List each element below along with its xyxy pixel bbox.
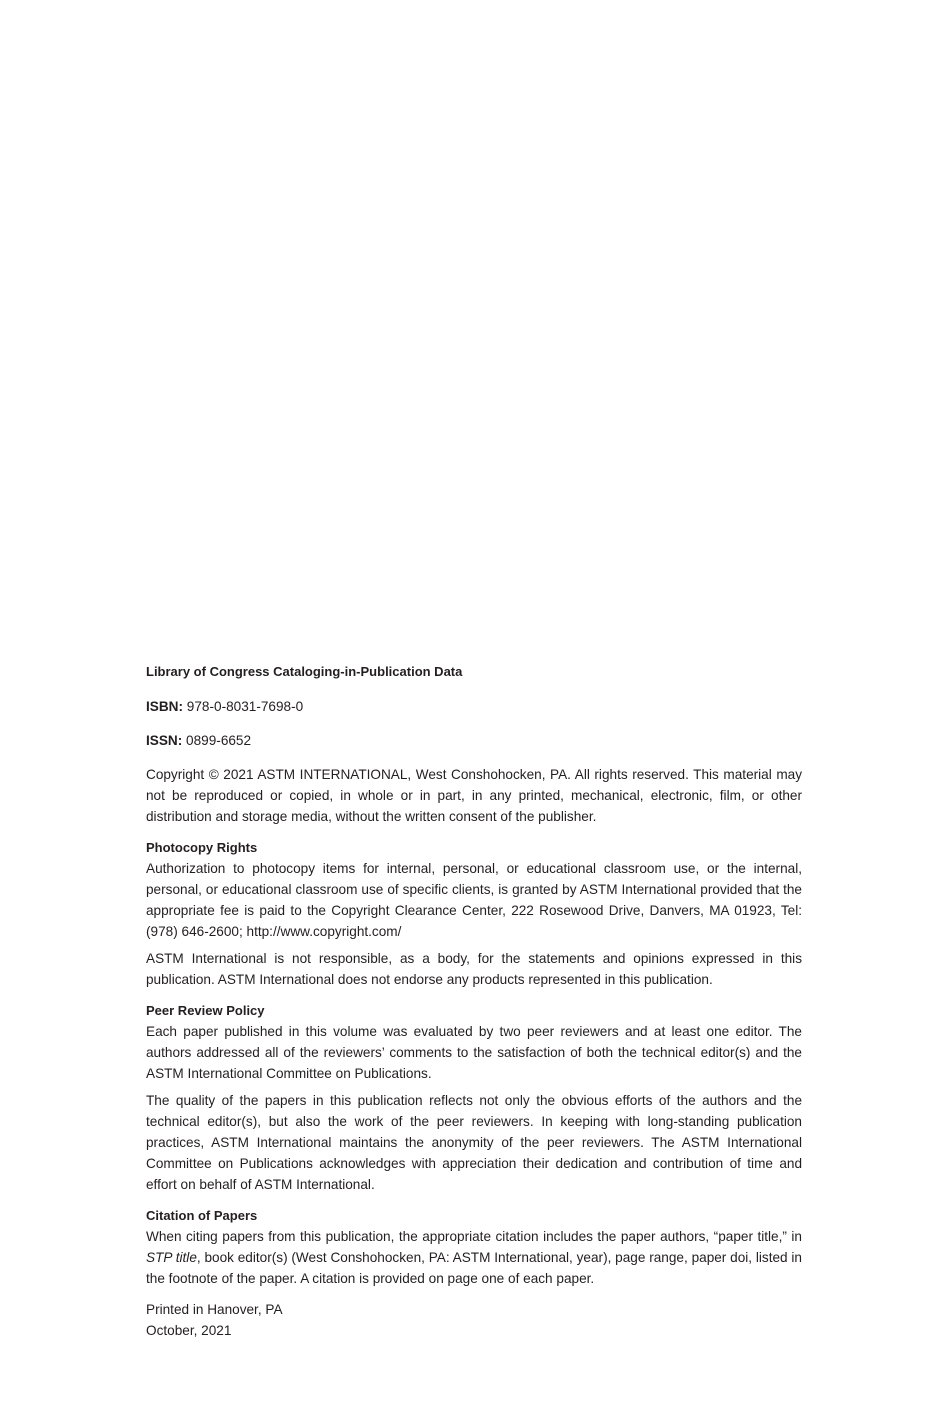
photocopy-rights-heading: Photocopy Rights	[146, 840, 258, 855]
printed-date: October, 2021	[146, 1323, 232, 1338]
citation-stp-title: STP title	[146, 1250, 197, 1265]
peer-review-paragraph-2: The quality of the papers in this publication reflects not only the obvious efforts of the authors and the technical editor(s), but also the work of the peer reviewers. In keeping with long-standing publication practices, ASTM International maintains the anonymity of the peer reviewers. The ASTM International Committee on Publications acknowledges with appreciation their dedication and contribution of time and effort on behalf of ASTM International.	[146, 1093, 802, 1192]
copyright-page	[146, 661, 802, 1341]
issn-label: ISSN:	[146, 733, 183, 748]
printed-place: Printed in Hanover, PA	[146, 1302, 283, 1317]
issn-value: 0899-6652	[186, 733, 252, 748]
photocopy-rights-paragraph: Authorization to photocopy items for internal, personal, or educational classroom use, or the internal, personal, or educational classroom use of specific clients, is granted by ASTM International provided that the appropriate fee is paid to the Copyright Clearance Center, 222 Rosewood Drive, Danvers, MA 01923, Tel: (978) 646-2600; http://www.copyright.com/	[146, 861, 802, 939]
responsibility-paragraph: ASTM International is not responsible, as a body, for the statements and opinions expressed in this publication. ASTM International does not endorse any products represented in this publication.	[146, 951, 802, 987]
issn-line	[146, 730, 802, 751]
citation-text-before: When citing papers from this publication, the appropriate citation includes the paper authors, “paper title,” in	[146, 1229, 802, 1244]
copyright-notice: Copyright © 2021 ASTM INTERNATIONAL, West Conshohocken, PA. All rights reserved. This material may not be reproduced or copied, in whole or in part, in any printed, mechanical, electronic, film, or other distribution and storage media, without the written consent of the publisher.	[146, 767, 802, 824]
isbn-label: ISBN:	[146, 699, 184, 714]
isbn-value: 978-0-8031-7698-0	[186, 699, 304, 714]
cip-heading: Library of Congress Cataloging-in-Publication Data	[146, 664, 463, 679]
citation-heading: Citation of Papers	[146, 1208, 258, 1223]
citation-text-after: , book editor(s) (West Conshohocken, PA: ASTM International, year), page range, paper doi, listed in the footnote of the paper. A citation is provided on page one of each paper.	[146, 1250, 802, 1286]
citation-paragraph	[146, 1226, 802, 1289]
isbn-line	[146, 696, 802, 717]
peer-review-heading: Peer Review Policy	[146, 1003, 265, 1018]
peer-review-paragraph-1: Each paper published in this volume was evaluated by two peer reviewers and at least one editor. The authors addressed all of the reviewers’ comments to the satisfaction of both the technical editor(s) and the ASTM International Committee on Publications.	[146, 1024, 802, 1081]
